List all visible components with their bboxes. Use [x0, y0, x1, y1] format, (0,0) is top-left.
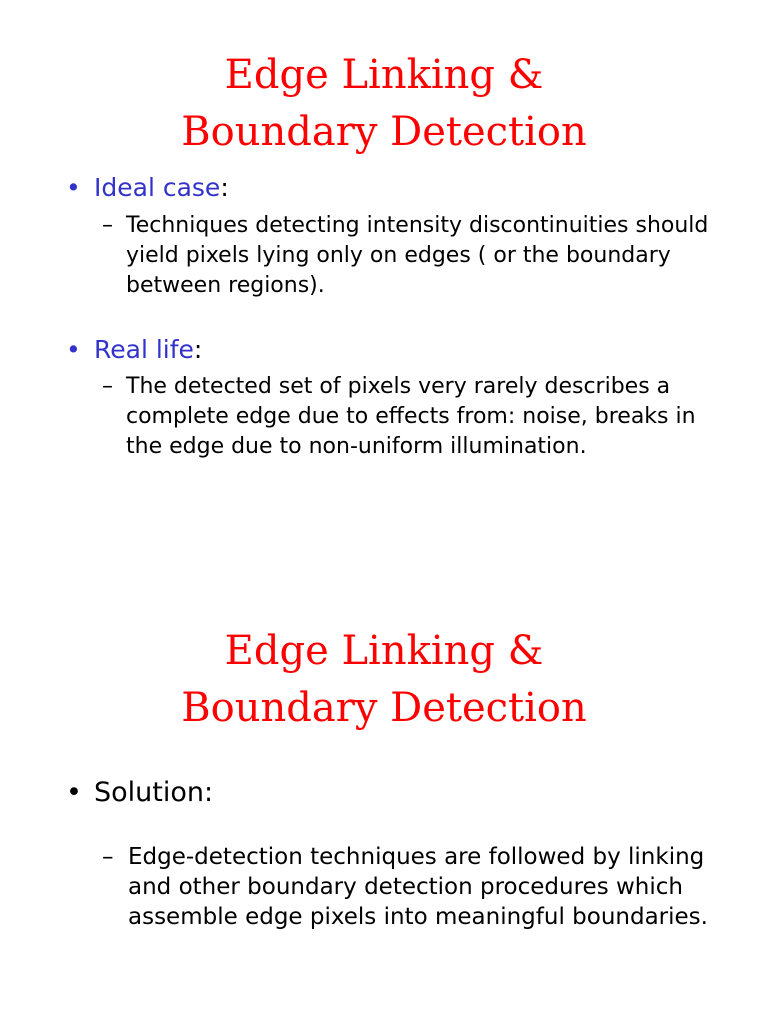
sub-bullet-marker: –: [102, 374, 113, 399]
bullet-marker: •: [66, 777, 82, 808]
bullet-solution: [66, 778, 213, 808]
slide-title: [0, 47, 768, 161]
sub-bullet-text: Edge-detection techniques are followed by linking and other boundary detection procedures which assemble edge pixels into meaningful boundaries.: [128, 844, 708, 930]
sub-bullet-marker: –: [102, 213, 113, 238]
sub-bullet-solution: [102, 842, 722, 932]
sub-bullet-real-life: [102, 372, 722, 462]
bullet-term: Ideal case: [94, 173, 221, 202]
sub-bullet-marker: –: [102, 844, 114, 870]
title-line-1: Edge Linking &: [224, 52, 544, 98]
title-line-2: Boundary Detection: [181, 109, 587, 155]
bullet-suffix: :: [220, 173, 229, 202]
title-line-1: Edge Linking &: [224, 628, 544, 674]
slide-title: [0, 623, 768, 737]
sub-bullet-text: Techniques detecting intensity discontinuities should yield pixels lying only on edges ( or the boundary between regions).: [126, 213, 709, 298]
bullet-ideal-case: [66, 173, 229, 203]
title-line-2: Boundary Detection: [181, 685, 587, 731]
sub-bullet-ideal-case: [102, 211, 722, 301]
bullet-real-life: [66, 335, 202, 365]
bullet-marker: •: [66, 335, 81, 364]
slide-2: [0, 576, 768, 1024]
bullet-term: Real life: [94, 335, 194, 364]
bullet-marker: •: [66, 173, 81, 202]
bullet-text: Solution:: [94, 777, 214, 808]
bullet-suffix: :: [193, 335, 203, 364]
sub-bullet-text: The detected set of pixels very rarely describes a complete edge due to effects from: noise, breaks in the edge due to non-uniform illumination.: [126, 374, 696, 459]
